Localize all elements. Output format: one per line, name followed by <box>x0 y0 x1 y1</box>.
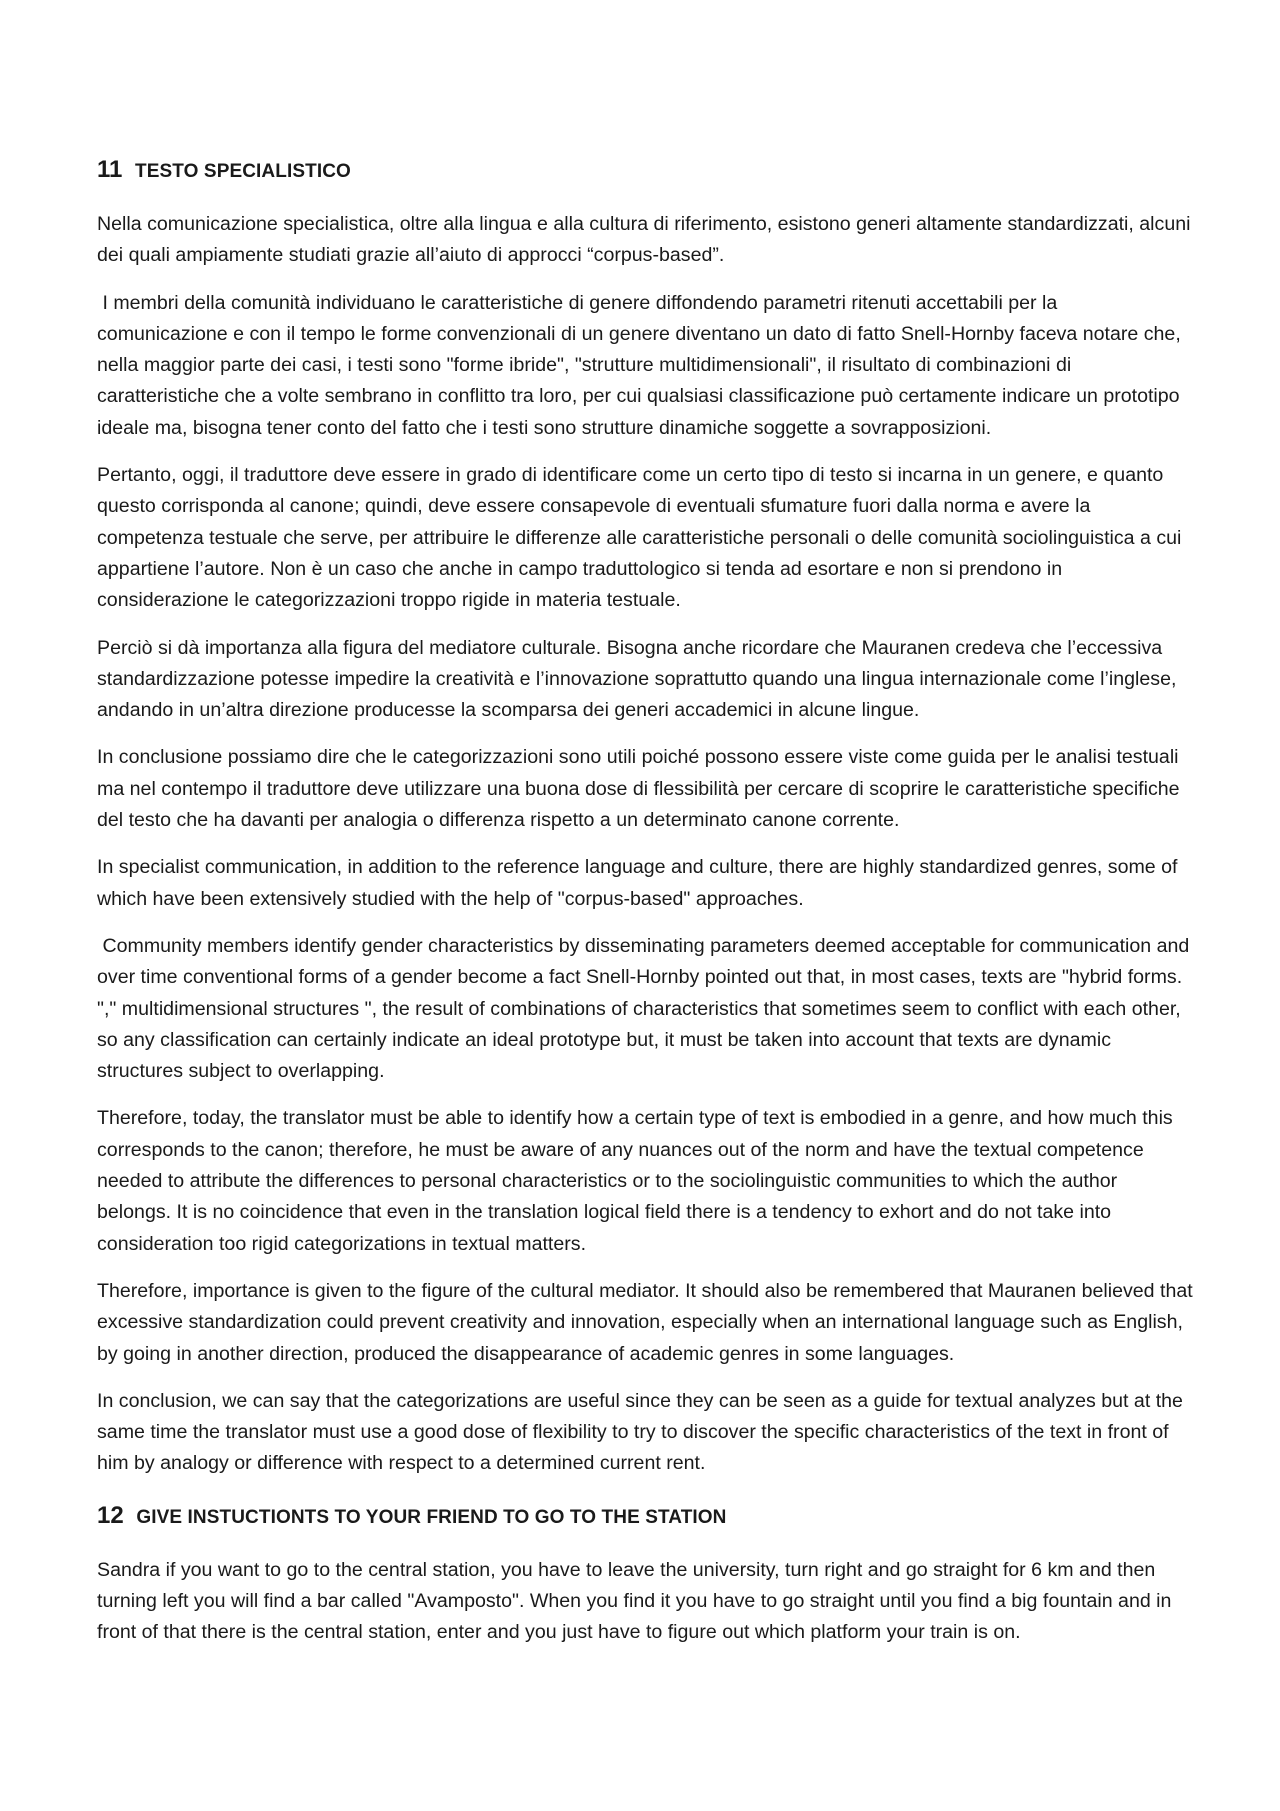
section-11 <box>97 150 1193 1480</box>
paragraph: In specialist communication, in addition to the reference language and culture, there are highly standardized genres, some of which have been extensively studied with the help of "corpus-based" approaches. <box>97 856 1178 910</box>
paragraph: Sandra if you want to go to the central station, you have to leave the university, turn right and go straight for 6 km and then turning left you will find a bar called "Avamposto". When you find it you have to go straight until you find a big fountain and in front of that there is the central station, enter and you just have to figure out which platform your train is on. <box>97 1558 1172 1644</box>
paragraph: Therefore, today, the translator must be able to identify how a certain type of text is embodied in a genre, and how much this corresponds to the canon; therefore, he must be aware of any nuances out of the norm and have the textual competence needed to attribute the differences to personal characteristics or to the sociolinguistic communities to which the author belongs. It is no coincidence that even in the translation logical field there is a tendency to exhort and do not take into consideration too rigid categorizations in textual matters. <box>97 1107 1173 1255</box>
section-title: TESTO SPECIALISTICO <box>135 161 351 182</box>
section-heading <box>97 150 1193 192</box>
paragraph: Nella comunicazione specialistica, oltre alla lingua e alla cultura di riferimento, esistono generi altamente standardizzati, alcuni dei quali ampiamente studiati grazie all’aiuto di approcci “corpus-based”. <box>97 213 1191 267</box>
section-heading <box>97 1496 1193 1538</box>
paragraph: In conclusion, we can say that the categorizations are useful since they can be seen as a guide for textual analyzes but at the same time the translator must use a good dose of flexibility to try to discover the specific characteristics of the text in front of him by analogy or difference with respect to a determined current rent. <box>97 1389 1183 1475</box>
paragraph: Community members identify gender characteristics by disseminating parameters deemed acceptable for communication and over time conventional forms of a gender become a fact Snell-Hornby pointed out that, in most cases, texts are "hybrid forms. "," multidimensional structures ", the result of combinations of characteristics that sometimes seem to conflict with each other, so any classification can certainly indicate an ideal prototype but, it must be taken into account that texts are dynamic structures subject to overlapping. <box>97 934 1190 1083</box>
paragraph: Perciò si dà importanza alla figura del mediatore culturale. Bisogna anche ricordare che Mauranen credeva che l’eccessiva standardizzazione potesse impedire la creatività e l’innovazione soprattutto quando una lingua internazionale come l’inglese, andando in un’altra direzione producesse la scomparsa dei generi accademici in alcune lingue. <box>97 636 1177 722</box>
paragraph: Therefore, importance is given to the figure of the cultural mediator. It should also be remembered that Mauranen believed that excessive standardization could prevent creativity and innovation, especially when an international language such as English, by going in another direction, produced the disappearance of academic genres in some languages. <box>97 1279 1193 1365</box>
section-title: GIVE INSTUCTIONTS TO YOUR FRIEND TO GO TO THE STATION <box>136 1506 727 1528</box>
paragraph: I membri della comunità individuano le caratteristiche di genere diffondendo parametri ritenuti accettabili per la comunicazione e con il tempo le forme convenzionali di un genere diventano un dato di fatto Snell-Hornby faceva notare che, nella maggior parte dei casi, i testi sono "forme ibride", "strutture multidimensionali", il risultato di combinazioni di caratteristiche che a volte sembrano in conflitto tra loro, per cui qualsiasi classificazione può certamente indicare un prototipo ideale ma, bisogna tener conto del fatto che i testi sono strutture dinamiche soggette a sovrapposizioni. <box>97 291 1181 439</box>
section-number: 11 <box>97 156 123 183</box>
paragraph: In conclusione possiamo dire che le categorizzazioni sono utili poiché possono essere viste come guida per le analisi testuali ma nel contempo il traduttore deve utilizzare una buona dose di flessibilità per cercare di scoprire le caratteristiche specifiche del testo che ha davanti per analogia o differenza rispetto a un determinato canone corrente. <box>97 746 1180 832</box>
section-number: 12 <box>97 1501 124 1529</box>
paragraph: Pertanto, oggi, il traduttore deve essere in grado di identificare come un certo tipo di testo si incarna in un genere, e quanto questo corrisponda al canone; quindi, deve essere consapevole di eventuali sfumature fuori dalla norma e avere la competenza testuale che serve, per attribuire le differenze alle caratteristiche personali o delle comunità sociolinguistica a cui appartiene l’autore. Non è un caso che anche in campo traduttologico si tenda ad esortare e non si prendono in considerazione le categorizzazioni troppo rigide in materia testuale. <box>97 464 1182 612</box>
section-12 <box>97 1496 1193 1649</box>
document-page <box>97 150 1193 1665</box>
